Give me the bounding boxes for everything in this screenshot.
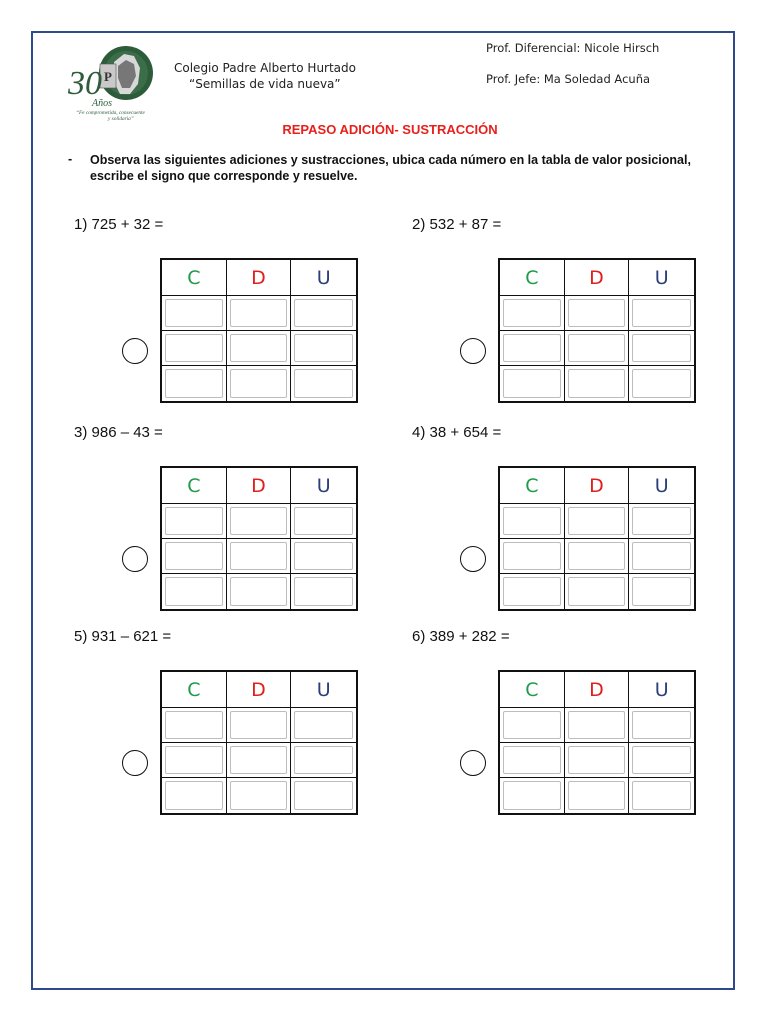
answer-cell[interactable] xyxy=(565,539,630,574)
answer-box xyxy=(503,369,561,398)
answer-box xyxy=(165,507,223,535)
place-value-table xyxy=(498,466,696,611)
answer-box xyxy=(165,711,223,739)
answer-box xyxy=(632,334,691,362)
answer-cell[interactable] xyxy=(162,366,227,401)
answer-cell[interactable] xyxy=(162,574,227,609)
answer-cell[interactable] xyxy=(565,504,630,539)
answer-cell[interactable] xyxy=(291,708,356,743)
header-c: C xyxy=(500,468,565,504)
answer-box xyxy=(503,746,561,774)
header-u: U xyxy=(291,260,356,296)
answer-box xyxy=(165,781,223,810)
answer-box xyxy=(568,781,626,810)
answer-cell[interactable] xyxy=(500,504,565,539)
header-d: D xyxy=(565,672,630,708)
answer-box xyxy=(230,711,288,739)
header-d: D xyxy=(565,468,630,504)
answer-box xyxy=(165,369,223,398)
answer-cell[interactable] xyxy=(291,331,356,366)
answer-cell[interactable] xyxy=(629,504,694,539)
answer-cell[interactable] xyxy=(629,574,694,609)
answer-cell[interactable] xyxy=(227,366,292,401)
answer-box xyxy=(568,577,626,606)
instruction-bullet: - xyxy=(68,152,73,166)
answer-cell[interactable] xyxy=(227,778,292,813)
answer-cell[interactable] xyxy=(629,778,694,813)
answer-cell[interactable] xyxy=(162,708,227,743)
answer-box xyxy=(503,711,561,739)
answer-box xyxy=(503,781,561,810)
answer-cell[interactable] xyxy=(162,778,227,813)
exercise-label: 1) 725 + 32 = xyxy=(74,216,164,233)
logo-number: 30 xyxy=(68,65,102,102)
answer-box xyxy=(503,577,561,606)
answer-cell[interactable] xyxy=(565,778,630,813)
prof-diferencial: Prof. Diferencial: Nicole Hirsch xyxy=(486,41,660,55)
school-motto: “Semillas de vida nueva” xyxy=(189,77,341,91)
header-u: U xyxy=(291,672,356,708)
answer-cell[interactable] xyxy=(291,539,356,574)
header-c: C xyxy=(500,260,565,296)
answer-cell[interactable] xyxy=(565,574,630,609)
header-c: C xyxy=(162,468,227,504)
answer-cell[interactable] xyxy=(500,708,565,743)
header-u: U xyxy=(291,468,356,504)
header-d: D xyxy=(227,672,292,708)
answer-box xyxy=(294,781,353,810)
place-value-table xyxy=(160,258,358,403)
answer-cell[interactable] xyxy=(500,296,565,331)
answer-cell[interactable] xyxy=(500,778,565,813)
answer-box xyxy=(503,334,561,362)
answer-box xyxy=(165,577,223,606)
answer-cell[interactable] xyxy=(227,574,292,609)
answer-box xyxy=(294,334,353,362)
answer-cell[interactable] xyxy=(565,366,630,401)
sign-circle[interactable] xyxy=(122,546,148,572)
answer-box xyxy=(165,746,223,774)
answer-box xyxy=(568,746,626,774)
answer-box xyxy=(230,577,288,606)
answer-box xyxy=(294,369,353,398)
exercise-label: 4) 38 + 654 = xyxy=(412,424,502,441)
answer-cell[interactable] xyxy=(162,743,227,778)
answer-cell[interactable] xyxy=(500,743,565,778)
svg-text:P: P xyxy=(104,69,112,84)
header-c: C xyxy=(162,672,227,708)
answer-cell[interactable] xyxy=(291,778,356,813)
answer-cell[interactable] xyxy=(291,504,356,539)
answer-cell[interactable] xyxy=(565,708,630,743)
school-name: Colegio Padre Alberto Hurtado xyxy=(174,61,356,75)
answer-box xyxy=(632,369,691,398)
logo-years: Años xyxy=(92,98,112,109)
answer-cell[interactable] xyxy=(227,296,292,331)
sign-circle[interactable] xyxy=(460,750,486,776)
page-title: REPASO ADICIÓN- SUSTRACCIÓN xyxy=(282,122,498,137)
logo-tagline-2: y solidaria” xyxy=(108,116,134,122)
header-c: C xyxy=(500,672,565,708)
answer-box xyxy=(294,299,353,327)
school-info xyxy=(174,60,364,92)
exercise-label: 6) 389 + 282 = xyxy=(412,628,510,645)
answer-cell[interactable] xyxy=(629,296,694,331)
answer-box xyxy=(230,299,288,327)
answer-box xyxy=(568,334,626,362)
sign-circle[interactable] xyxy=(122,750,148,776)
logo-tagline-1: “Fe comprometida, consecuente xyxy=(76,110,145,116)
answer-box xyxy=(230,746,288,774)
answer-box xyxy=(294,746,353,774)
answer-box xyxy=(503,542,561,570)
header-u: U xyxy=(629,260,694,296)
answer-box xyxy=(632,781,691,810)
answer-cell[interactable] xyxy=(629,743,694,778)
sign-circle[interactable] xyxy=(460,338,486,364)
exercise-label: 2) 532 + 87 = xyxy=(412,216,502,233)
school-logo xyxy=(66,42,174,124)
place-value-table xyxy=(160,670,358,815)
answer-cell[interactable] xyxy=(227,504,292,539)
answer-box xyxy=(230,369,288,398)
answer-box xyxy=(568,299,626,327)
header-u: U xyxy=(629,468,694,504)
answer-box xyxy=(503,507,561,535)
answer-box xyxy=(568,369,626,398)
header-c: C xyxy=(162,260,227,296)
answer-box xyxy=(632,299,691,327)
answer-cell[interactable] xyxy=(162,296,227,331)
answer-cell[interactable] xyxy=(227,708,292,743)
answer-box xyxy=(294,711,353,739)
answer-box xyxy=(230,507,288,535)
answer-cell[interactable] xyxy=(291,366,356,401)
answer-box xyxy=(632,577,691,606)
answer-cell[interactable] xyxy=(227,743,292,778)
exercise-label: 3) 986 – 43 = xyxy=(74,424,163,441)
answer-cell[interactable] xyxy=(629,708,694,743)
answer-cell[interactable] xyxy=(162,331,227,366)
answer-cell[interactable] xyxy=(500,574,565,609)
answer-cell[interactable] xyxy=(227,539,292,574)
answer-cell[interactable] xyxy=(291,743,356,778)
answer-cell[interactable] xyxy=(500,366,565,401)
answer-cell[interactable] xyxy=(162,539,227,574)
answer-box xyxy=(230,334,288,362)
answer-box xyxy=(230,542,288,570)
answer-box xyxy=(632,507,691,535)
header-d: D xyxy=(227,468,292,504)
answer-box xyxy=(165,542,223,570)
place-value-table xyxy=(498,258,696,403)
sign-circle[interactable] xyxy=(122,338,148,364)
answer-cell[interactable] xyxy=(629,366,694,401)
answer-box xyxy=(632,746,691,774)
answer-box xyxy=(568,542,626,570)
place-value-table xyxy=(160,466,358,611)
place-value-table xyxy=(498,670,696,815)
answer-box xyxy=(294,507,353,535)
answer-cell[interactable] xyxy=(629,331,694,366)
answer-box xyxy=(568,711,626,739)
answer-cell[interactable] xyxy=(227,331,292,366)
answer-cell[interactable] xyxy=(291,296,356,331)
header-d: D xyxy=(227,260,292,296)
prof-jefe: Prof. Jefe: Ma Soledad Acuña xyxy=(486,72,651,86)
answer-box xyxy=(503,299,561,327)
answer-cell[interactable] xyxy=(565,331,630,366)
answer-cell[interactable] xyxy=(291,574,356,609)
header-u: U xyxy=(629,672,694,708)
sign-circle[interactable] xyxy=(460,546,486,572)
answer-box xyxy=(294,542,353,570)
answer-box xyxy=(230,781,288,810)
answer-box xyxy=(165,299,223,327)
answer-box xyxy=(632,711,691,739)
answer-box xyxy=(165,334,223,362)
answer-cell[interactable] xyxy=(565,296,630,331)
answer-cell[interactable] xyxy=(162,504,227,539)
answer-cell[interactable] xyxy=(629,539,694,574)
exercise-label: 5) 931 – 621 = xyxy=(74,628,172,645)
answer-box xyxy=(632,542,691,570)
answer-box xyxy=(568,507,626,535)
header-d: D xyxy=(565,260,630,296)
instruction-text: Observa las siguientes adiciones y sustracciones, ubica cada número en la tabla de valor posicional, escribe el signo que corresponde y resuelve. xyxy=(90,153,691,183)
answer-box xyxy=(294,577,353,606)
answer-cell[interactable] xyxy=(500,331,565,366)
answer-cell[interactable] xyxy=(565,743,630,778)
answer-cell[interactable] xyxy=(500,539,565,574)
